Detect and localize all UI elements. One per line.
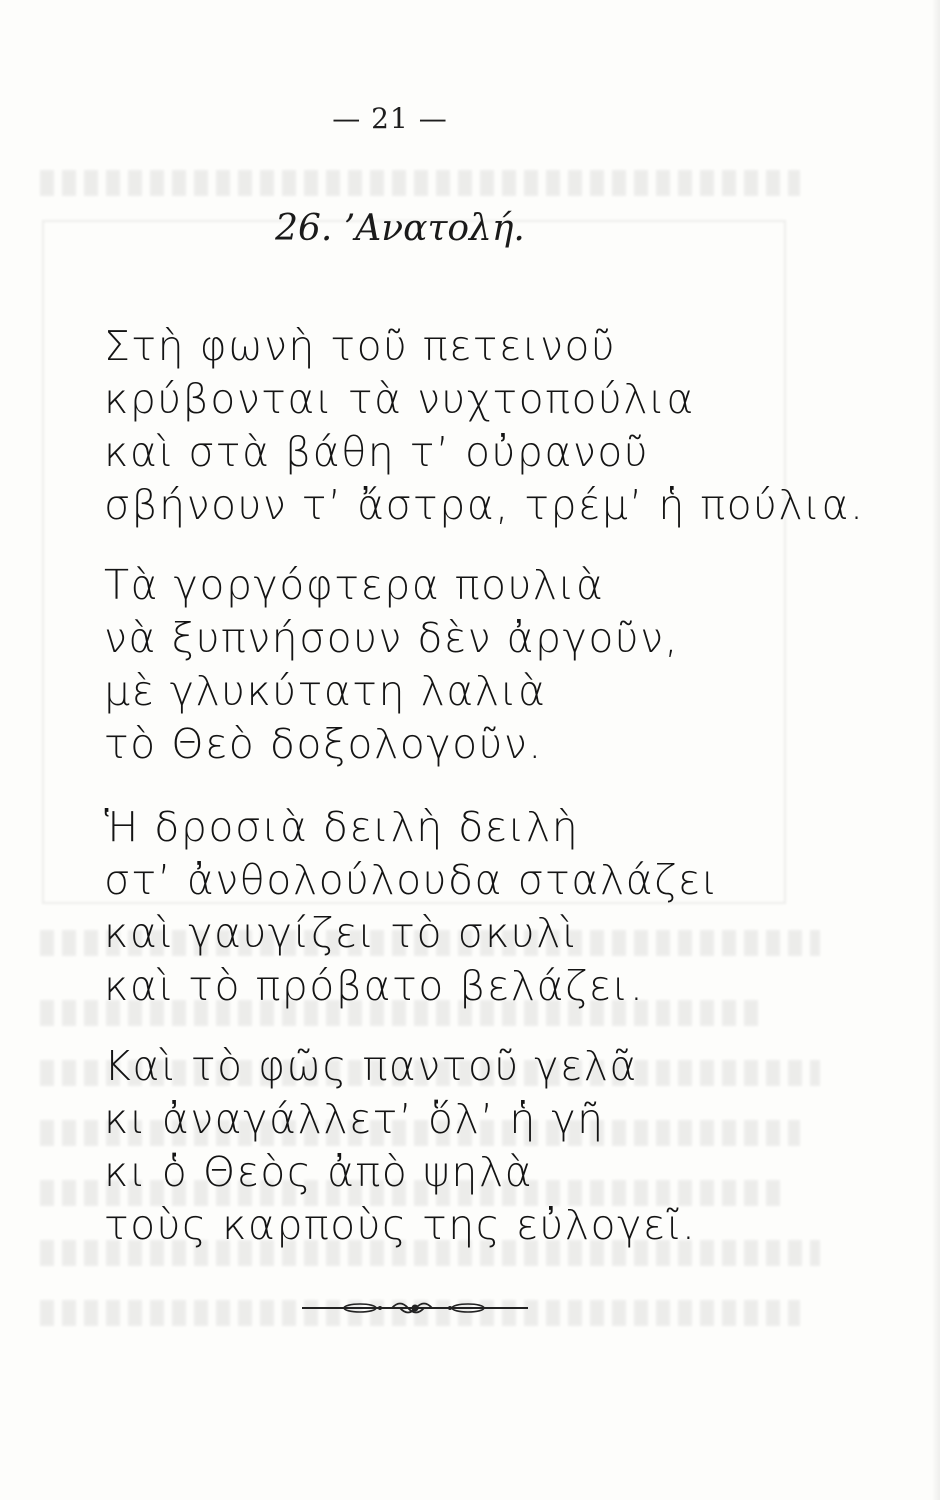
verse-line: Ἡ δροσιὰ δειλὴ δειλὴ [104, 803, 580, 851]
stanza-3 [104, 801, 719, 1013]
page-edge [932, 0, 940, 1500]
verse-line: καὶ στὰ βάθη τ’ οὐρανοῦ [104, 428, 650, 476]
stanza-2 [104, 559, 679, 771]
verse-line: σβήνουν τ’ ἄστρα, τρέμ’ ἡ πούλια. [104, 481, 865, 529]
verse-line: τὸ Θεὸ δοξολογοῦν. [104, 720, 543, 768]
stanza-1 [104, 320, 865, 532]
decorative-rule-icon [300, 1296, 530, 1320]
verse-line: Στὴ φωνὴ τοῦ πετεινοῦ [104, 322, 617, 370]
poem-title: 26. ’Ανατολή. [275, 208, 525, 249]
page-number: — 21 — [332, 102, 448, 135]
verse-line: κι ἀναγάλλετ’ ὅλ’ ἡ γῆ [104, 1095, 605, 1143]
verse-line: κρύβονται τὰ νυχτοπούλια [104, 375, 695, 423]
verse-line: στ’ ἀνθολούλουδα σταλάζει [104, 856, 719, 904]
verse-line: καὶ τὸ πρόβατο βελάζει. [104, 962, 645, 1010]
stanza-4 [104, 1040, 696, 1252]
verse-line: μὲ γλυκύτατη λαλιὰ [104, 667, 547, 715]
verse-line: καὶ γαυγίζει τὸ σκυλὶ [104, 909, 578, 957]
verse-line: νὰ ξυπνήσουν δὲν ἀργοῦν, [104, 614, 680, 662]
verse-line: Καὶ τὸ φῶς παντοῦ γελᾶ [104, 1042, 638, 1090]
verse-line: Τὰ γοργόφτερα πουλιὰ [104, 561, 605, 609]
verse-line: κι ὁ Θεὸς ἀπὸ ψηλὰ [104, 1148, 534, 1196]
verse-line: τοὺς καρποὺς της εὐλογεῖ. [104, 1201, 697, 1249]
